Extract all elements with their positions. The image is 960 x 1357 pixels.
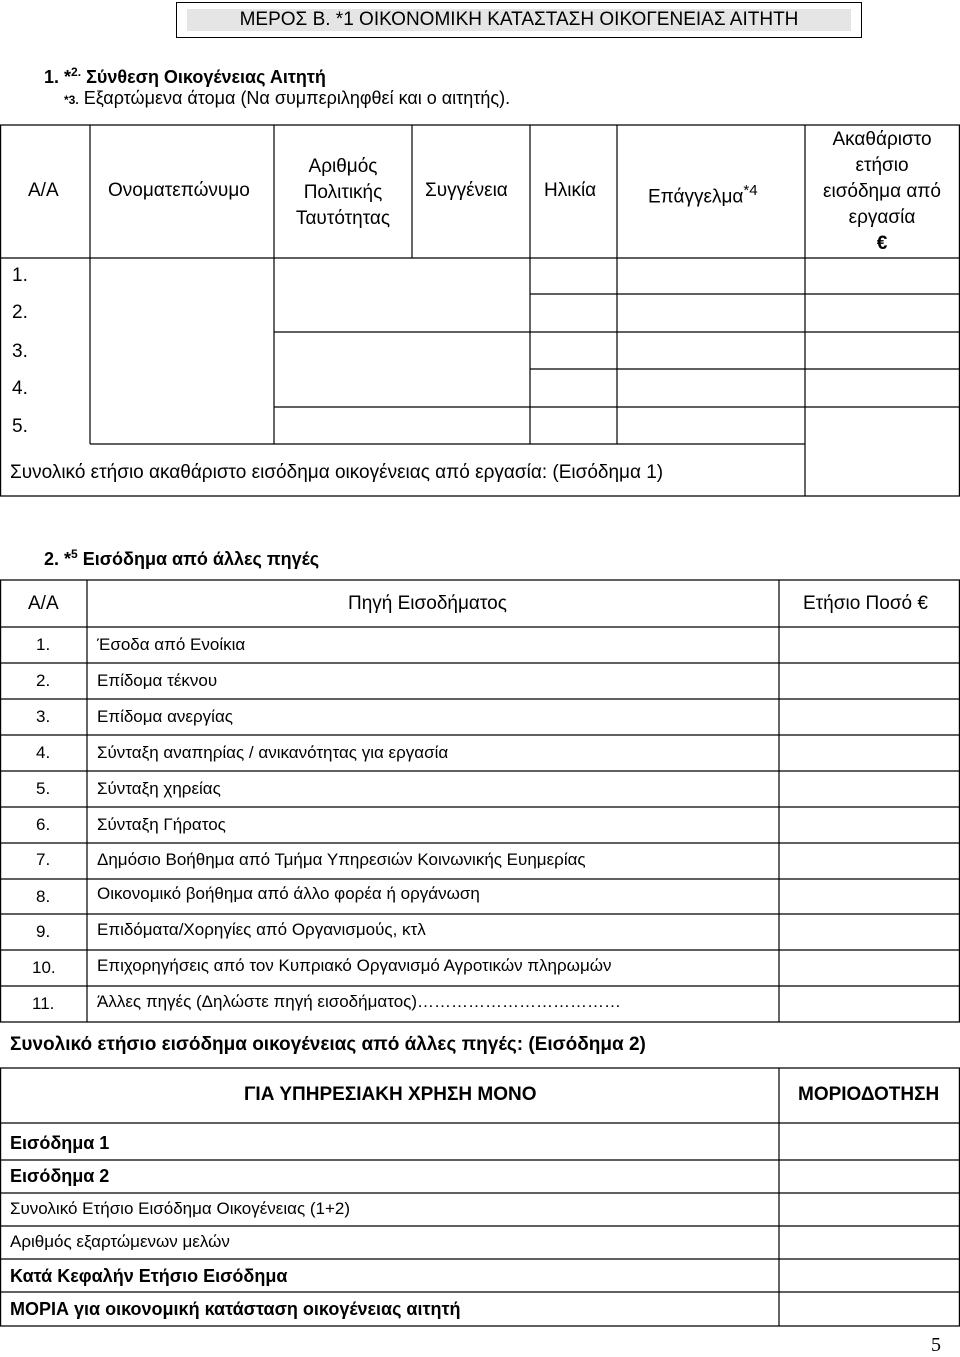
- income-source-label: Επίδομα τέκνου: [97, 671, 218, 690]
- income-source-label: Επιδόματα/Χορηγίες από Οργανισμούς, κτλ: [97, 920, 426, 939]
- section1-total: Συνολικό ετήσιο ακαθάριστο εισόδημα οικογένειας από εργασία: (Εισόδημα 1): [10, 462, 664, 483]
- income-source-number: 9.: [36, 922, 51, 941]
- income-source-number: 4.: [36, 743, 51, 762]
- income-source-label: Σύνταξη Γήρατος: [97, 815, 226, 834]
- summary-row-label: Εισόδημα 1: [10, 1133, 110, 1153]
- income-source-label: Οικονομικό βοήθημα από άλλο φορέα ή οργάνωση: [97, 884, 480, 903]
- summary-row-label: Αριθμός εξαρτώμενων μελών: [10, 1232, 230, 1251]
- official-use-heading: ΓΙΑ ΥΠΗΡΕΣΙΑΚΗ ΧΡΗΣΗ ΜΟΝΟ: [244, 1084, 537, 1105]
- income-source-number: 2.: [36, 671, 51, 690]
- col-id: Αριθμός Πολιτικής Ταυτότητας: [295, 156, 391, 229]
- income-source-number: 3.: [36, 707, 51, 726]
- section-header: ΜΕΡΟΣ Β. *1 ΟΙΚΟΝΟΜΙΚΗ ΚΑΤΑΣΤΑΣΗ ΟΙΚΟΓΕΝΕΙΑΣ ΑΙΤΗΤΗ: [187, 9, 851, 31]
- row-number: 5.: [12, 416, 28, 437]
- income-source-label: Έσοδα από Ενοίκια: [97, 635, 246, 654]
- section1-subtitle: *3. Εξαρτώμενα άτομα (Να συμπεριληφθεί και ο αιτητής).: [64, 88, 511, 108]
- row-number: 2.: [12, 302, 28, 323]
- summary-row-label: ΜΟΡΙΑ για οικονομική κατάσταση οικογένειας αιτητή: [10, 1299, 461, 1319]
- income-source-number: 7.: [36, 850, 51, 869]
- section2-title: 2. *$^5$ Εισόδημα από άλλες πηγές: [44, 547, 320, 569]
- row-number: 1.: [12, 265, 28, 286]
- col-aa: Α/Α: [28, 180, 59, 201]
- income-source-number: 10.: [32, 958, 56, 977]
- col-source: Πηγή Εισοδήματος: [348, 593, 507, 614]
- income-source-number: 6.: [36, 815, 51, 834]
- col-relation: Συγγένεια: [425, 180, 508, 201]
- income-source-number: 11.: [32, 994, 55, 1013]
- page-number: 5: [931, 1334, 941, 1356]
- col-amount: Ετήσιο Ποσό €: [803, 593, 928, 614]
- summary-row-label: Εισόδημα 2: [10, 1166, 110, 1186]
- income-source-label: Επίδομα ανεργίας: [97, 707, 233, 726]
- income-source-label: Επιχορηγήσεις από τον Κυπριακό Οργανισμό Αγροτικών πληρωμών: [97, 956, 612, 975]
- income-source-number: 1.: [36, 635, 51, 654]
- col-name: Ονοματεπώνυμο: [108, 180, 250, 201]
- row-number: 4.: [12, 378, 28, 399]
- euro-icon: €: [876, 233, 888, 254]
- col-age: Ηλικία: [544, 180, 597, 201]
- section2-total: Συνολικό ετήσιο εισόδημα οικογένειας από άλλες πηγές: (Εισόδημα 2): [10, 1034, 646, 1055]
- scoring-heading: ΜΟΡΙΟΔΟΤΗΣΗ: [798, 1084, 940, 1105]
- section1-title: 1. *$^{2.}$ Σύνθεση Οικογένειας Αιτητή: [44, 65, 326, 87]
- income-source-number: 8.: [36, 887, 51, 906]
- income-source-label: Δημόσιο Βοήθημα από Τμήμα Υπηρεσιών Κοινωνικής Ευημερίας: [97, 850, 586, 869]
- summary-row-label: Κατά Κεφαλήν Ετήσιο Εισόδημα: [10, 1266, 288, 1286]
- summary-row-label: Συνολικό Ετήσιο Εισόδημα Οικογένειας (1+2): [10, 1199, 351, 1218]
- income-source-label: Άλλες πηγές (Δηλώστε πηγή εισοδήματος)………………………………: [97, 992, 622, 1011]
- income-source-number: 5.: [36, 779, 51, 798]
- income-source-label: Σύνταξη αναπηρίας / ανικανότητας για εργασία: [97, 743, 449, 762]
- income-source-label: Σύνταξη χηρείας: [97, 779, 221, 798]
- row-number: 3.: [12, 341, 28, 362]
- col-aa2: Α/Α: [28, 593, 59, 614]
- col-occupation: Επάγγελμα$^{*4}$: [648, 182, 758, 208]
- col-income: Ακαθάριστο ετήσιο εισόδημα από εργασία €: [807, 127, 957, 257]
